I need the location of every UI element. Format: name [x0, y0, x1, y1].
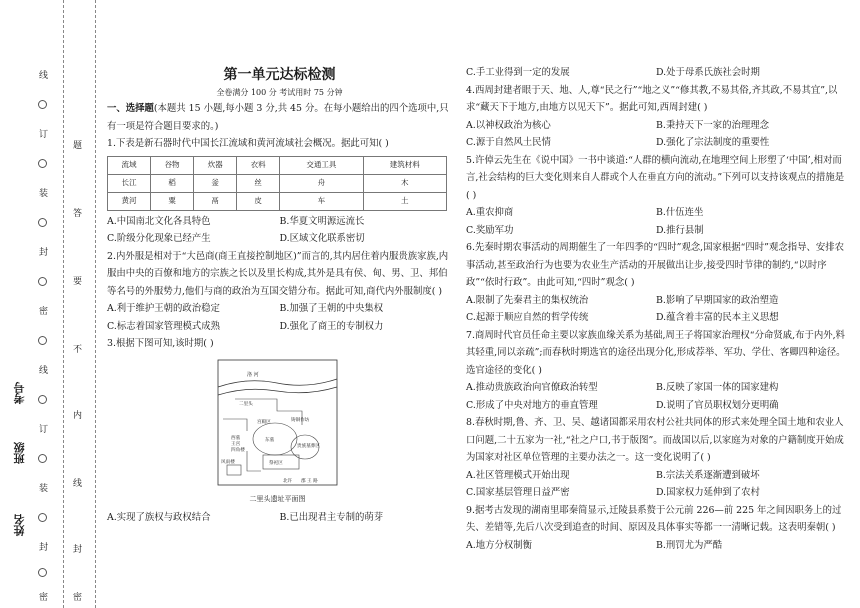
table-header-cell: 炊器 [194, 156, 237, 174]
gutter-char: 封 [39, 543, 49, 553]
binding-hole [38, 454, 47, 463]
question-7-options [466, 397, 846, 415]
option-c: C.形成了中央对地方的垂直管理 [466, 399, 598, 411]
map-label-sacrifice: 祭祀区 [269, 460, 283, 466]
option-c: C.起源于顺应自然的哲学传统 [466, 312, 589, 323]
option-a: A.地方分权制衡 [466, 539, 533, 551]
gutter-char: 密 [39, 593, 49, 603]
map-label-erlitou: 二里头 [239, 401, 253, 407]
question-7-options [466, 379, 846, 397]
page-title: 第一单元达标检测 [223, 67, 336, 83]
gutter-char: 线 [39, 366, 49, 376]
option-c: C.手工业得到一定的发展 [466, 67, 570, 78]
table-cell: 粟 [151, 192, 194, 210]
option-d: D.国家权力延伸到了农村 [656, 487, 760, 498]
question-8-options [466, 484, 846, 502]
culture-table [107, 156, 447, 211]
question-8-stem: 8.春秋时期,鲁、齐、卫、吴、越诸国都采用农村公社共同体的形式来处理全国土地和农业人口问题,二十五家为一社,“社之户口,书于版图”。而战国以后,以家庭为对象的户籍制度开始成为国家对社区单位管理的主要办法之一。这一变化说明了( ) [466, 417, 844, 463]
exam-number-label: 考号 [13, 382, 26, 404]
table-cell: 车 [280, 192, 363, 210]
question-7-stem: 7.商周时代官员任命主要以家族血缘关系为基础,周王子将国家治理权“分命贤戚,布于内外,料其轻重,同以亲疏”;而春秋时期选官的途径出现分化,形成荐举、军功、学仕、客卿四种途径。选官途径的变化( ) [466, 329, 846, 376]
binding-hole [38, 513, 47, 522]
option-c: C.国家基层管理日益严密 [466, 487, 570, 498]
binding-hole [38, 218, 47, 227]
option-d: D.强化了商王的专制权力 [279, 320, 384, 332]
right-column [466, 64, 846, 554]
left-column [107, 0, 452, 526]
class-label: 班级 [13, 442, 26, 464]
gutter-char: 封 [73, 545, 83, 555]
option-a: A.中国南北文化各具特色 [107, 215, 211, 227]
option-b: B.秉持天下一家的治理理念 [656, 119, 769, 131]
question-2-options [107, 300, 452, 318]
question-9-stem: 9.据考古发现的湖南里耶秦简显示,迁陵县系赘于公元前 226—前 225 年之间因职务上的过失、差错等,先后八次受到追查的时间、原因及具体事实等都一一清晰记载。这表明秦朝( ) [466, 504, 842, 533]
question-3-options-continued [466, 64, 846, 82]
option-b: B.宗法关系逐渐遭到破坏 [656, 469, 760, 481]
map-caption: 二里头遗址平面图 [249, 494, 306, 503]
question-1-options [107, 230, 452, 248]
gutter-char: 线 [39, 71, 49, 81]
map-label-palace: 宫殿区 [257, 419, 271, 425]
option-b: B.影响了早期国家的政治塑造 [656, 294, 779, 306]
section-instructions-text: (本题共 15 小题,每小题 3 分,共 45 分。在每小题给出的四个选项中,只有一项是符合题目要求的。) [107, 103, 449, 132]
option-d: D.蕴含着丰富的民本主义思想 [656, 312, 779, 323]
option-a: A.重农抑商 [466, 207, 514, 218]
table-header-cell: 建筑材料 [363, 156, 446, 174]
gutter-char: 要 [73, 277, 83, 287]
question-1-options [107, 213, 452, 231]
question-3-options [107, 509, 452, 527]
gutter-char: 密 [73, 593, 83, 603]
gutter-char: 装 [39, 484, 49, 494]
option-b: B.什伍连坐 [656, 207, 704, 218]
option-c: C.标志着国家管理模式成熟 [107, 320, 220, 332]
question-2-stem: 2.内外服是相对于“大邑商(商王直接控制地区)”而言的,其内居住着内服贵族家族,内服由中央的百僚和地方的宗族之长以及里长构成,其外是具有侯、甸、男、卫、邦伯等名号的外服势力,他们与商的政治为互国交错分布。据此可知,商代内外服制度( ) [107, 250, 449, 297]
option-a: A.推动贵族政治向官僚政治转型 [466, 382, 598, 393]
erlitou-site-map [217, 359, 338, 507]
exam-info: 全卷满分 100 分 考试用时 75 分钟 [216, 88, 343, 97]
question-2-options [107, 318, 452, 336]
option-d: D.推行县制 [656, 224, 704, 236]
map-label-river: 洛 河 [247, 371, 259, 378]
gutter-char: 题 [73, 141, 83, 151]
option-d: D.区域文化联系密切 [279, 233, 365, 244]
table-header-cell: 谷物 [151, 156, 194, 174]
map-label-road: 郡 王 路 [301, 478, 318, 484]
question-8-options [466, 467, 846, 485]
table-cell: 皮 [237, 192, 280, 210]
question-4-options [466, 134, 846, 152]
table-cell: 釜 [194, 174, 237, 192]
map-label-craft: 四角楼 [231, 447, 245, 453]
option-a: A.实现了族权与政权结合 [107, 511, 211, 523]
gutter-char: 订 [39, 425, 49, 435]
table-cell: 鬲 [194, 192, 237, 210]
option-c: C.源于自然风土民情 [466, 137, 551, 148]
binding-hole [38, 395, 47, 404]
option-b: B.加强了王朝的中央集权 [279, 303, 384, 314]
cut-line-outer [63, 0, 64, 608]
gutter-char: 答 [73, 209, 83, 219]
option-b: B.刑罚尤为严酷 [656, 539, 723, 551]
option-c: C.奖励军功 [466, 224, 514, 236]
name-label: 姓名 [13, 514, 26, 536]
section-heading: 一、选择题 [107, 103, 154, 114]
gutter-char: 内 [73, 411, 83, 421]
table-header-row [108, 156, 447, 174]
option-a: A.利于维护王朝的政治稳定 [107, 303, 220, 314]
option-a: A.以神权政治为核心 [466, 119, 551, 131]
map-figure [217, 359, 338, 507]
binding-hole [38, 568, 47, 577]
table-header-cell: 流域 [108, 156, 151, 174]
binding-gutter [0, 0, 100, 608]
question-3-stem: 3.根据下图可知,该时期( ) [107, 338, 214, 349]
map-label-tomb: 贵族墓葬区 [297, 443, 320, 449]
binding-hole [38, 100, 47, 109]
binding-hole [38, 277, 47, 286]
question-4-options [466, 117, 846, 135]
question-4-stem: 4.西周封建者眼于天、地、人,尊“民之行”“地之义”“修其教,不易其俗,齐其政,不易其宜”,以求“藏天下于地方,由地方以见天下”。据此可知,西周封建( ) [466, 84, 838, 113]
table-cell: 丝 [237, 174, 280, 192]
map-label-lady: 王宫 [231, 441, 241, 447]
binding-hole [38, 336, 47, 345]
table-cell: 木 [363, 174, 446, 192]
table-cell: 长江 [108, 174, 151, 192]
option-c: C.阶级分化现象已经产生 [107, 233, 211, 244]
gutter-char: 不 [73, 345, 83, 355]
option-a: A.限制了先秦君主的集权统治 [466, 294, 589, 306]
table-cell: 黄河 [108, 192, 151, 210]
question-1-stem: 1.下表是新石器时代中国长江流域和黄河流域社会概况。据此可知( ) [107, 138, 389, 149]
binding-hole [38, 159, 47, 168]
question-9-options [466, 537, 846, 555]
map-label-bronze: 铸铜作坊 [291, 417, 310, 423]
option-d: D.处于母系氏族社会时期 [656, 67, 760, 78]
option-b: B.反映了家国一体的国家建构 [656, 382, 779, 393]
option-b: B.华夏文明源远流长 [279, 215, 365, 227]
gutter-char: 装 [39, 189, 49, 199]
option-d: D.说明了官员职权划分更明确 [656, 399, 779, 411]
question-5-options [466, 204, 846, 222]
table-cell: 土 [363, 192, 446, 210]
gutter-char: 线 [73, 479, 83, 489]
table-row [108, 192, 447, 210]
table-cell: 舟 [280, 174, 363, 192]
question-6-options [466, 309, 846, 327]
map-label-village: 北许 [283, 478, 293, 484]
section-instructions [107, 100, 452, 135]
question-6-stem: 6.先秦时期农事活动的周期催生了一年四季的“四时”观念,国家根据“四时”观念指导、安排农事活动,甚至政治行为也要为农业生产活动的开展做出让步,接受四时节律的制约,“以时序政”“依时行政”。由此可知,“四时”观念( ) [466, 242, 844, 288]
question-6-options [466, 292, 846, 310]
gutter-char: 订 [39, 130, 49, 140]
option-b: B.已出现君主专制的萌芽 [279, 511, 384, 523]
map-label-west: 西墓 [231, 435, 241, 441]
cut-line-inner [95, 0, 96, 608]
gutter-char: 封 [39, 248, 49, 258]
option-d: D.强化了宗法制度的重要性 [656, 137, 770, 148]
question-5-options [466, 222, 846, 240]
table-header-cell: 交通工具 [280, 156, 363, 174]
gutter-char: 密 [39, 307, 49, 317]
option-a: A.社区管理模式开始出现 [466, 469, 570, 481]
map-label-east: 东墓 [265, 437, 275, 443]
table-row [108, 174, 447, 192]
question-5-stem: 5.许倬云先生在《说中国》一书中谈道:“人群的横向流动,在地理空间上形塑了‘中国’,相对而言,社会结构的巨大变化则来自人群或个人在垂直方向的流动。”下列可以支持该观点的措施是( ) [466, 154, 845, 201]
map-label-wind: 风雨楼 [221, 459, 235, 465]
table-header-cell: 衣料 [237, 156, 280, 174]
table-cell: 稻 [151, 174, 194, 192]
